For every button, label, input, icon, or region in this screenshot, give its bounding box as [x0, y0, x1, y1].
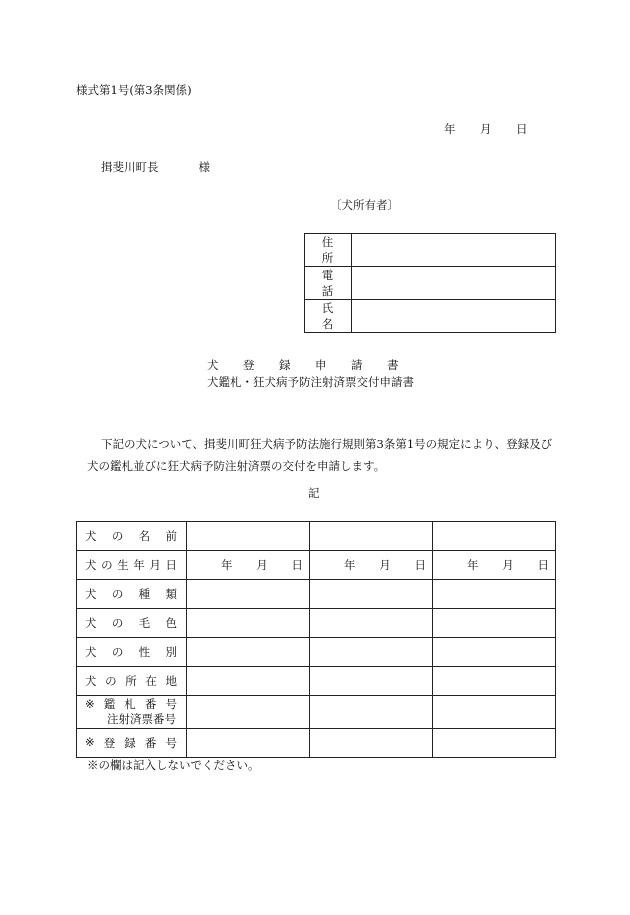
date-unit: 月 — [502, 558, 514, 572]
owner-row-address — [305, 234, 556, 267]
label-char: 名 — [138, 529, 151, 543]
dog-row-label — [77, 696, 187, 729]
dog-table-row — [77, 522, 556, 551]
dog-3-cell[interactable] — [433, 522, 556, 551]
label-char: 在 — [145, 674, 157, 688]
dog-1-cell[interactable] — [187, 667, 310, 696]
dog-2-cell[interactable] — [310, 580, 433, 609]
dog-row-label — [77, 551, 187, 580]
owner-label-name: 氏名 — [305, 300, 352, 333]
label-char: 種 — [138, 587, 151, 601]
label-char: 番 — [144, 697, 157, 711]
date-unit: 年 — [221, 558, 233, 572]
addressee — [101, 162, 210, 174]
label-char: 登 — [103, 736, 116, 750]
label-char: の — [111, 529, 124, 543]
dog-row-label — [77, 638, 187, 667]
label-char: 年 — [133, 558, 145, 572]
addressee-name: 揖斐川町長 — [101, 160, 159, 174]
dog-3-cell[interactable] — [433, 696, 556, 729]
label-char: の — [105, 674, 117, 688]
dog-1-cell[interactable] — [187, 696, 310, 729]
owner-table — [304, 233, 556, 333]
owner-label-phone: 電話 — [305, 267, 352, 300]
label-char: の — [111, 587, 124, 601]
dog-table-row — [77, 551, 556, 580]
label-char: 犬 — [85, 587, 97, 601]
label-char: 犬 — [85, 645, 97, 659]
label-char: の — [111, 645, 124, 659]
label-second-line: 注射済票番号 — [107, 712, 176, 726]
dog-1-cell[interactable] — [187, 638, 310, 667]
main-title-char: 請 — [351, 358, 363, 372]
dog-2-cell[interactable] — [310, 609, 433, 638]
dog-table-row — [77, 729, 556, 758]
date-day: 日 — [516, 122, 528, 136]
dog-table-row — [77, 609, 556, 638]
label-char: 日 — [165, 558, 177, 572]
date-unit: 月 — [379, 558, 391, 572]
dog-3-cell[interactable] — [433, 729, 556, 758]
label-char: 月 — [149, 558, 161, 572]
dog-1-cell[interactable] — [187, 729, 310, 758]
label-char: ※ — [85, 735, 95, 749]
dog-3-cell[interactable] — [433, 551, 556, 580]
dog-table-row — [77, 667, 556, 696]
label-char: 毛 — [138, 616, 151, 630]
label-char: 生 — [117, 558, 129, 572]
dog-2-cell[interactable] — [310, 729, 433, 758]
date-unit: 年 — [344, 558, 356, 572]
label-char: 号 — [165, 736, 177, 750]
owner-value-name[interactable] — [352, 300, 556, 333]
main-title — [207, 360, 399, 372]
date-unit: 日 — [291, 558, 303, 572]
owner-label-address: 住所 — [305, 234, 352, 267]
owner-heading: 〔犬所有者〕 — [330, 198, 399, 212]
dog-1-cell[interactable] — [187, 580, 310, 609]
dog-row-label — [77, 667, 187, 696]
label-char: 犬 — [85, 529, 97, 543]
label-char: 号 — [165, 697, 177, 711]
owner-value-address[interactable] — [352, 234, 556, 267]
dog-2-cell[interactable] — [310, 696, 433, 729]
form-number: 様式第1号(第3条関係) — [76, 83, 192, 97]
note: ※の欄は記入しないでください。 — [87, 758, 260, 772]
sub-title: 犬鑑札・狂犬病予防注射済票交付申請書 — [207, 375, 414, 389]
dog-row-label — [77, 729, 187, 758]
dog-2-cell[interactable] — [310, 522, 433, 551]
dog-3-cell[interactable] — [433, 580, 556, 609]
date-unit: 月 — [256, 558, 268, 572]
label-char: 前 — [165, 529, 177, 543]
dog-3-cell[interactable] — [433, 667, 556, 696]
dog-row-label — [77, 580, 187, 609]
label-char: 別 — [165, 645, 177, 659]
date-month: 月 — [480, 122, 492, 136]
label-char: 性 — [138, 645, 151, 659]
date-unit: 日 — [537, 558, 549, 572]
dog-table — [76, 521, 556, 758]
dog-table-row — [77, 638, 556, 667]
dog-3-cell[interactable] — [433, 609, 556, 638]
dog-1-cell[interactable] — [187, 609, 310, 638]
label-char: 鑑 — [103, 697, 116, 711]
label-char: 類 — [165, 587, 177, 601]
date-year: 年 — [444, 122, 456, 136]
label-char: 犬 — [85, 558, 97, 572]
dog-row-label — [77, 522, 187, 551]
owner-row-phone — [305, 267, 556, 300]
dog-table-row — [77, 580, 556, 609]
label-char: 所 — [125, 674, 137, 688]
owner-row-name — [305, 300, 556, 333]
label-char: の — [111, 616, 124, 630]
body-text: 下記の犬について、揖斐川町狂犬病予防法施行規則第3条第1号の規定により、登録及び犬の鑑札並びに狂犬病予防注射済票の交付を申請します。 — [87, 437, 553, 473]
label-char: 録 — [124, 736, 136, 750]
date-unit: 日 — [414, 558, 426, 572]
label-char: ※ — [85, 697, 95, 711]
label-char: 犬 — [85, 674, 97, 688]
main-title-char: 登 — [243, 358, 255, 372]
main-title-char: 書 — [387, 358, 399, 372]
label-char: 色 — [165, 616, 177, 630]
label-char: 犬 — [85, 616, 97, 630]
dog-2-cell[interactable] — [310, 551, 433, 580]
main-title-char: 録 — [279, 358, 291, 372]
dog-1-cell[interactable] — [187, 522, 310, 551]
addressee-honorific: 様 — [198, 160, 210, 174]
dog-3-cell[interactable] — [433, 638, 556, 667]
owner-value-phone[interactable] — [352, 267, 556, 300]
label-char: 地 — [165, 674, 177, 688]
date-line — [444, 124, 528, 136]
main-title-char: 犬 — [207, 358, 219, 372]
ki-heading: 記 — [308, 486, 320, 500]
dog-table-row — [77, 696, 556, 729]
label-char: 札 — [124, 697, 136, 711]
dog-2-cell[interactable] — [310, 667, 433, 696]
label-char: 番 — [144, 736, 157, 750]
dog-row-label — [77, 609, 187, 638]
label-char: の — [101, 558, 113, 572]
main-title-char: 申 — [315, 358, 327, 372]
date-unit: 年 — [467, 558, 479, 572]
dog-2-cell[interactable] — [310, 638, 433, 667]
dog-1-cell[interactable] — [187, 551, 310, 580]
